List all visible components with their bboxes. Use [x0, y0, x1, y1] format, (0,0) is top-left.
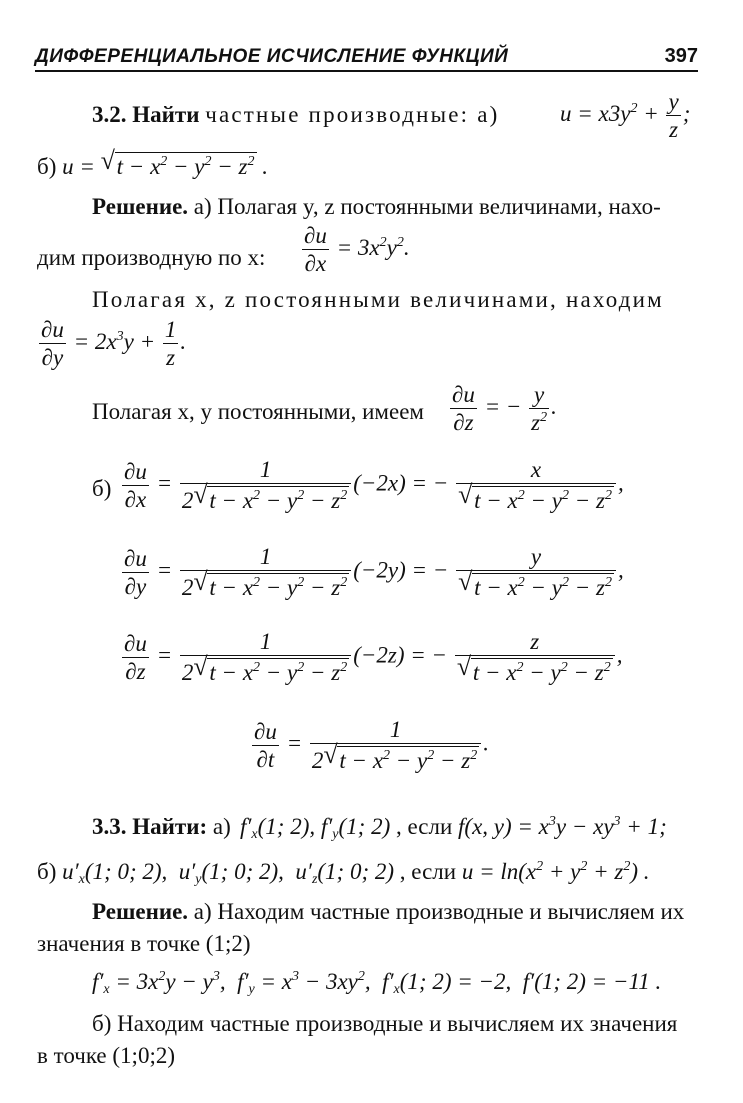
formula-b-du-dy: $\frac{\partial u}{\partial y}$ = 1 2 √ $t - x^2 - y^2 - z^2$ (−2y) = − y √ $t - x^2 - y^2 - z^2$ , [124, 544, 624, 600]
problem-3-3-statement: 3.3. Найти: а) [92, 814, 231, 839]
formula-3-2-b: б) u = √ $t - x^2 - y^2 - z^2$ . [37, 146, 268, 179]
formula-3-3-a: $f'_x(1$; 2), $f'_y(1$; 2) , если f(x, $y) = x^3y - xy^3 + 1$; [240, 814, 667, 842]
solution-3-2-a-cont: дим производную по x: [37, 245, 266, 270]
solution-3-2-c-text: Полагая x, y постоянными, имеем [92, 399, 424, 424]
solution-3-3-b: б) Находим частные производные и вычисляем их значения [92, 1011, 678, 1036]
formula-3-3-b: б) $u'_x(1$; 0; 2), $u'_y(1$; 0; 2), $u'_z(1$; 0; 2) , если $u = \ln(x^2 + y^2 + z^2)$ . [37, 859, 650, 887]
solution-3-2-a: Решение. а) Полагая y, z постоянными величинами, нахо- [92, 194, 661, 219]
formula-b-du-dt: $\frac{\partial u}{\partial t}$ = 1 2 √ $t - x^2 - y^2 - z^2$ . [254, 717, 489, 773]
page-number: 397 [664, 45, 698, 67]
problem-number: 3.2. [92, 102, 127, 127]
part-b-label: б) [92, 476, 112, 501]
formula-du-dx: $\frac{\partial u}{\partial x}$ = $3x^2y^2$. [304, 223, 410, 276]
formula-b-du-dz: $\frac{\partial u}{\partial z}$ = 1 2 √ $t - x^2 - y^2 - z^2$ (−2z) = − z √ $t - x^2 - y^2 - z^2$ , [124, 629, 623, 685]
solution-3-3-a: Решение. а) Находим частные производные и вычисляем их [92, 899, 685, 924]
header-rule [35, 70, 698, 72]
problem-3-2-statement [92, 103, 499, 126]
formula-3-2-a: $u = x3y^2$ + $\frac{y}{z}$ ; [560, 89, 691, 142]
chapter-title: ДИФФЕРЕНЦИАЛЬНОЕ ИСЧИСЛЕНИЕ ФУНКЦИЙ [35, 46, 509, 67]
solution-3-3-a-cont: значения в точке (1;2) [37, 931, 251, 956]
formula-3-3-sol-a: $f'_x = 3x^2y - y^3$, $f'_y = x^3 - 3xy^2$, $f'_x(1$; 2) = −2, f′(1; 2) = −11 . [92, 969, 662, 997]
running-head [35, 38, 698, 68]
formula-du-dy: $\frac{\partial u}{\partial y}$ = $2x^3y$ + $\frac{1}{z}$ . [41, 317, 187, 370]
solution-3-3-b-cont: в точке (1;0;2) [37, 1043, 175, 1068]
formula-du-dz: $\frac{\partial u}{\partial z}$ = − $\frac{y}{z^2}$ . [452, 382, 557, 435]
formula-b-du-dx: $\frac{\partial u}{\partial x}$ = 1 2 √ $t - x^2 - y^2 - z^2$ (−2x) = − x √ $t - x^2 - y^2 - z^2$ , [124, 457, 624, 513]
solution-3-2-b-text: Полагая x, z постоянными величинами, находим [92, 287, 664, 312]
problem-text: частные производные: а) [205, 102, 500, 127]
problem-keyword: Найти [132, 102, 200, 127]
